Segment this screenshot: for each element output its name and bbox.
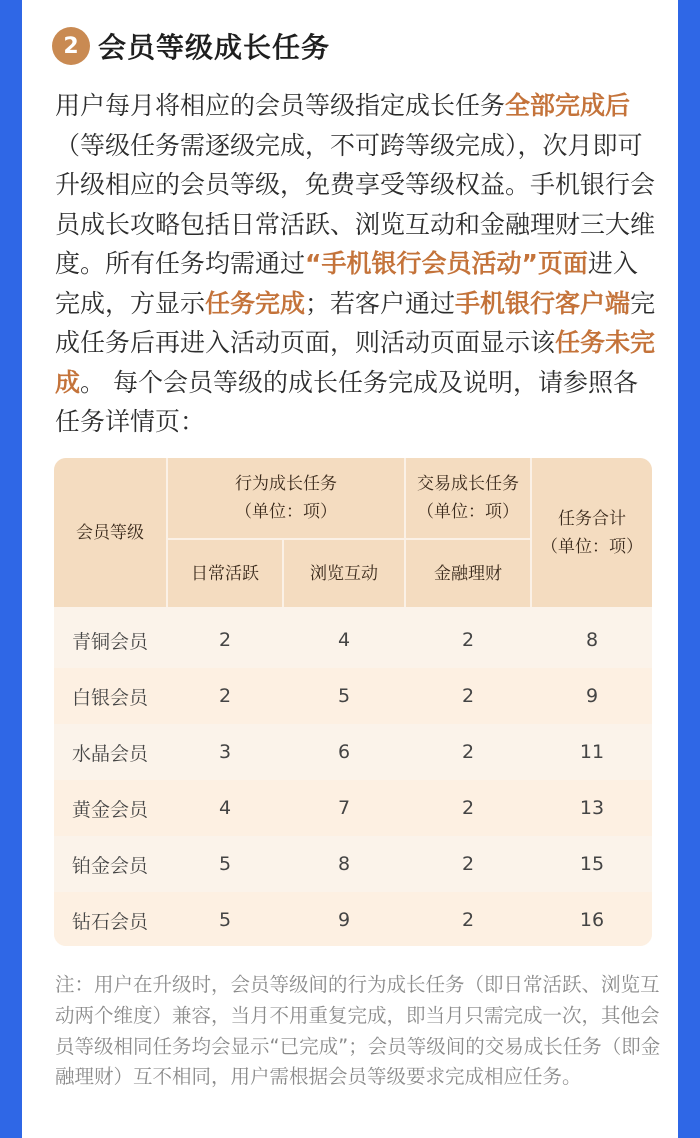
header-behavior-title: 行为成长任务 (235, 474, 337, 494)
cell-daily: 5 (218, 909, 232, 931)
header-divider (166, 458, 168, 607)
header-daily-active: 日常活跃 (191, 563, 259, 584)
intro-highlight-activity-page: “手机银行会员活动”页面 (305, 249, 588, 278)
intro-highlight-task-incomplete: 任务未完成 (55, 328, 656, 397)
cell-total: 16 (579, 909, 605, 931)
header-trade-title: 交易成长任务 (417, 474, 519, 494)
cell-browse: 4 (337, 629, 351, 651)
cell-browse: 6 (337, 741, 351, 763)
intro-highlight-client: 手机银行客户端 (455, 288, 631, 318)
section-heading (52, 26, 330, 66)
cell-finance: 2 (461, 741, 475, 763)
header-divider (282, 538, 284, 607)
header-level: 会员等级 (76, 522, 144, 543)
intro-text-2: （等级任务需逐级完成，不可跨等级完成），次月即可升级相应的会员等级，免费享受等级权益。手机银行会员成长攻略包括日常活跃、浏览互动和金融理财三大维度。所有任务均需通过 (55, 130, 656, 278)
footnote: 注：用户在升级时，会员等级间的行为成长任务（即日常活跃、浏览互动两个维度）兼容，当月不用重复完成，即当月只需完成一次，其他会员等级相同任务均会显示“已完成”；会员等级间的交易成长任务（即金融理财）互不相同，用户需根据会员等级要求完成相应任务。 (55, 973, 661, 1089)
table-header (54, 458, 652, 607)
cell-level: 钻石会员 (72, 910, 149, 933)
intro-text-1: 用户每月将相应的会员等级指定成长任务 (55, 91, 506, 120)
header-behavior-unit: （单位：项） (235, 502, 337, 522)
cell-level: 白银会员 (72, 686, 149, 709)
header-total-unit: （单位：项） (541, 536, 643, 557)
header-browse-interact: 浏览互动 (310, 563, 378, 584)
table-row (54, 612, 652, 668)
header-total-title: 任务合计 (558, 508, 626, 529)
cell-level: 铂金会员 (72, 854, 149, 877)
cell-daily: 2 (218, 629, 232, 651)
cell-level: 水晶会员 (72, 742, 149, 765)
header-trade-unit: （单位：项） (417, 502, 519, 522)
header-trade-group (406, 458, 530, 538)
table-row (54, 668, 652, 724)
level-task-table (54, 458, 652, 946)
cell-browse: 7 (337, 797, 351, 819)
cell-browse: 5 (337, 685, 351, 707)
cell-finance: 2 (461, 797, 475, 819)
intro-paragraph (55, 86, 659, 442)
cell-daily: 5 (218, 853, 232, 875)
cell-daily: 2 (218, 685, 232, 707)
cell-finance: 2 (461, 629, 475, 651)
table-row (54, 892, 652, 946)
cell-daily: 3 (218, 741, 232, 763)
cell-finance: 2 (461, 909, 475, 931)
intro-text-3: 进入完成，方显示 (55, 249, 638, 318)
table-row (54, 836, 652, 892)
header-divider (404, 458, 406, 607)
section-number-badge: 2 (52, 27, 90, 65)
intro-text-6: 。 每个会员等级的成长任务完成及说明，请参照各任务详情页： (55, 367, 638, 436)
cell-total: 11 (579, 741, 605, 763)
table-row (54, 780, 652, 836)
cell-total: 8 (585, 629, 599, 651)
cell-daily: 4 (218, 797, 232, 819)
cell-level: 黄金会员 (72, 798, 149, 821)
header-finance: 金融理财 (434, 563, 502, 584)
header-total (532, 458, 652, 607)
cell-finance: 2 (461, 853, 475, 875)
cell-finance: 2 (461, 685, 475, 707)
cell-total: 9 (585, 685, 599, 707)
intro-highlight-task-complete: 任务完成 (205, 288, 306, 318)
header-divider (530, 458, 532, 607)
cell-browse: 8 (337, 853, 351, 875)
header-divider (166, 538, 532, 540)
cell-level: 青铜会员 (72, 630, 149, 653)
table-row (54, 724, 652, 780)
cell-browse: 9 (337, 909, 351, 931)
content-card (22, 0, 678, 1138)
intro-highlight-all-complete: 全部完成后 (505, 91, 631, 120)
cell-total: 15 (579, 853, 605, 875)
intro-text-4: ；若客户通过 (305, 288, 456, 318)
section-title: 会员等级成长任务 (98, 31, 331, 64)
header-behavior-group (168, 458, 404, 538)
intro-text-5: 完成任务后再进入活动页面，则活动页面显示该 (55, 288, 656, 357)
cell-total: 13 (579, 797, 605, 819)
